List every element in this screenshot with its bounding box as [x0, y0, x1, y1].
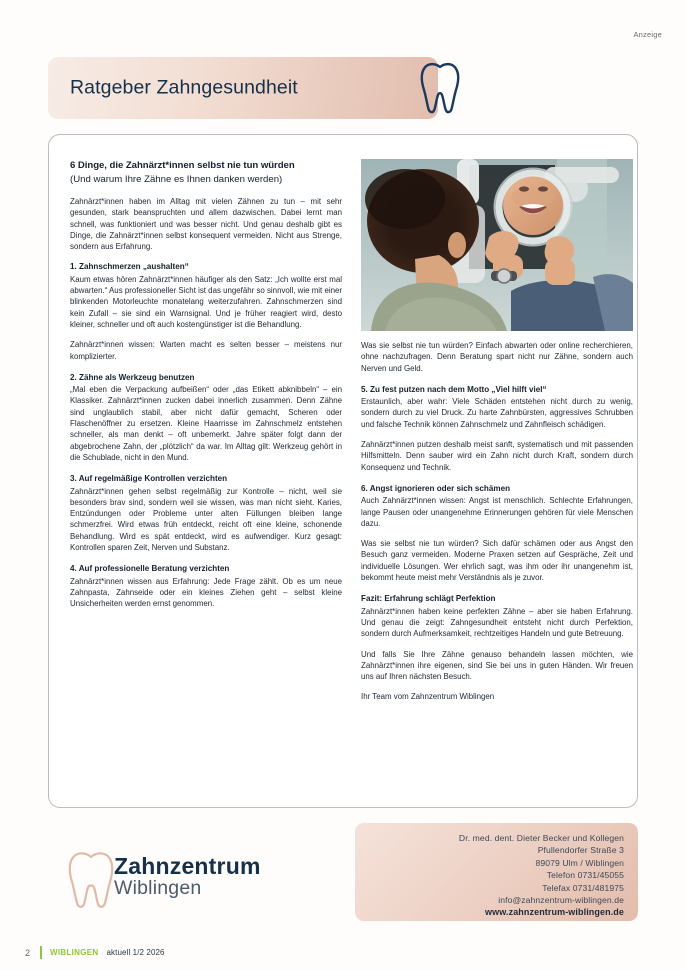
article-column-right [361, 159, 633, 793]
logo-wordmark [114, 854, 261, 899]
banner-title: Ratgeber Zahngesundheit [70, 76, 298, 99]
contact-website[interactable]: www.zahnzentrum-wiblingen.de [485, 907, 624, 918]
contact-fax: Telefax 0731/481975 [542, 882, 624, 893]
contact-phone: Telefon 0731/45055 [546, 870, 624, 881]
section-paragraph: Zahnärzt*innen wissen aus Erfahrung: Jede Frage zählt. Ob es um neue Zahnpasta, Zahnseide oder ein kleines Ziehen geht – selbst kleine Unsicherheiten werden ernst genommen. [70, 576, 342, 609]
advertisement-label: Anzeige [633, 30, 662, 39]
header-banner [48, 57, 438, 119]
article-subheadline: (Und warum Ihre Zähne es Ihnen danken werden) [70, 173, 283, 185]
article-column-left [70, 159, 342, 793]
contact-street: Pfullendorfer Straße 3 [537, 845, 624, 856]
section-paragraph: Was sie selbst nie tun würden? Sich dafür schämen oder aus Angst den Besuch ganz vermeiden. Moderne Praxen setzen auf Gespräche, Zeit und individuelle Lösungen. Wer ehrlich sagt, was ihm oder ihr unangenehm ist, bekommt heute meist mehr Verständnis als je zuvor. [361, 539, 633, 583]
conclusion-paragraph: Zahnärzt*innen haben keine perfekten Zähne – aber sie haben Erfahrung. Und genau die zeigt: Zahngesundheit entsteht nicht durch Perfektion, sondern durch Aufmerksamkeit, rechtzeitiges Handeln und gute Betreuung. [361, 606, 633, 639]
section-heading-3: 3. Auf regelmäßige Kontrollen verzichten [70, 474, 228, 484]
section-heading-1: 1. Zahnschmerzen „aushalten“ [70, 262, 189, 272]
conclusion-paragraph: Und falls Sie Ihre Zähne genauso behandeln lassen möchten, wie Zahnärzt*innen ihre eigenen, sind Sie bei uns in guten Händen. Wir freuen uns auf Ihren nächsten Besuch. [361, 649, 633, 682]
section-heading-5: 5. Zu fest putzen nach dem Motto „Viel hilft viel“ [361, 384, 547, 394]
tooth-outline-icon [419, 60, 461, 116]
page-number: 2 [25, 947, 31, 958]
section-paragraph: Zahnärzt*innen gehen selbst regelmäßig zur Kontrolle – nicht, weil sie besonders brav sind, sondern weil sie wissen, was man nicht sieht. Karies, Entzündungen oder Probleme unter alten Füllungen bleiben lange schmerzfrei. Wird etwas früh entdeckt, reicht oft eine kleine, schonende Behandlung. Wird es spät entdeckt, wird es aufwendiger. Kurz gesagt: Kontrollen sparen Zeit, Nerven und Substanz. [70, 486, 342, 553]
section-paragraph: Kaum etwas hören Zahnärzt*innen häufiger als den Satz: „Ich wollte erst mal abwarten.“ Aus professioneller Sicht ist das ungefähr so sinnvoll, wie mit einer blinkenden Motorleuchte monatelang weiterzufahren. Zahnschmerzen sind kein Zufall – sie sind ein Warnsignal. Und je früher reagiert wird, desto kleiner, schneller und oft auch kostengünstiger ist die Behandlung. [70, 274, 342, 329]
contact-email[interactable]: info@zahnzentrum-wiblingen.de [498, 895, 624, 906]
section-paragraph: Auch Zahnärzt*innen wissen: Angst ist menschlich. Schlechte Erfahrungen, lange Pausen oder unangenehme Erinnerungen gehören für viele Menschen dazu. [361, 496, 633, 528]
section-paragraph: Erstaunlich, aber wahr: Viele Schäden entstehen nicht durch zu wenig, sondern durch zu viel Druck. Zu harte Zahnbürsten, aggressives Schrubben und falsche Technik können Zahnschmelz und Zahnfleisch schädigen. [361, 397, 633, 429]
article-columns [70, 159, 633, 793]
tooth-outline-icon [66, 848, 116, 910]
article-headline: 6 Dinge, die Zahnärzt*innen selbst nie tun würden [70, 160, 295, 171]
practice-logo [66, 846, 316, 916]
section-paragraph: Was sie selbst nie tun würden? Einfach abwarten oder online recherchieren, ohne nachzufragen. Denn Beratung spart nicht nur Zähne, sondern auch Nerven und Geld. [361, 341, 633, 373]
section-paragraph: Zahnärzt*innen putzen deshalb meist sanft, systematisch und mit passenden Hilfsmitteln. Denn sauber wird ein Zahn nicht durch Kraft, sondern durch Konsequenz und Technik. [361, 440, 633, 472]
article-intro: Zahnärzt*innen haben im Alltag mit vielen Zähnen zu tun – mit sehr gesunden, stark beanspruchten und allem dazwischen. Dabei lernt man schnell, was funktioniert und was besser nicht. Und genau deshalb gibt es Dinge, die Zahnärzt*innen selbst konsequent vermeiden. Nicht aus Strenge, sondern aus Erfahrung. [70, 197, 342, 252]
section-heading-6: 6. Angst ignorieren oder sich schämen [361, 483, 511, 493]
section-heading-2: 2. Zähne als Werkzeug benutzen [70, 372, 195, 382]
conclusion-heading: Fazit: Erfahrung schlägt Perfektion [361, 594, 496, 604]
footer-issue: aktuell 1/2 2026 [106, 948, 165, 957]
contact-box [355, 823, 638, 921]
contact-city: 89079 Ulm / Wiblingen [535, 857, 624, 868]
closing-signature: Ihr Team vom Zahnzentrum Wiblingen [361, 692, 495, 702]
logo-line-secondary: Wiblingen [114, 877, 202, 899]
dental-patient-mirror-photo [361, 159, 633, 331]
section-paragraph: Zahnärzt*innen wissen: Warten macht es selten besser – meistens nur komplizierter. [70, 340, 342, 361]
contact-practice-name: Dr. med. dent. Dieter Becker und Kollegen [458, 833, 624, 843]
section-heading-4: 4. Auf professionelle Beratung verzichten [70, 564, 230, 574]
footer-divider [40, 946, 42, 959]
section-paragraph: „Mal eben die Verpackung aufbeißen“ oder „das Etikett abknibbeln“ – ein Klassiker. Zahnärzt*innen zucken dabei innerlich zusammen. Denn Zähne sind unglaublich stabil, aber nicht dafür gemacht, Scheren oder Flaschenöffner zu ersetzen. Kleine Haarrisse im Zahnschmelz entstehen schneller, als man denkt – oft unbemerkt. Jahre später folgt dann der abgebrochene Zahn, der „plötzlich“ da war. Im Alltag gilt: Werkzeug gehört in die Schublade, nicht in den Mund. [70, 385, 342, 462]
article-card [48, 134, 638, 808]
logo-line-primary: Zahnzentrum [114, 853, 261, 879]
page-footer [25, 946, 165, 959]
footer-brand: WIBLINGEN [50, 948, 99, 957]
